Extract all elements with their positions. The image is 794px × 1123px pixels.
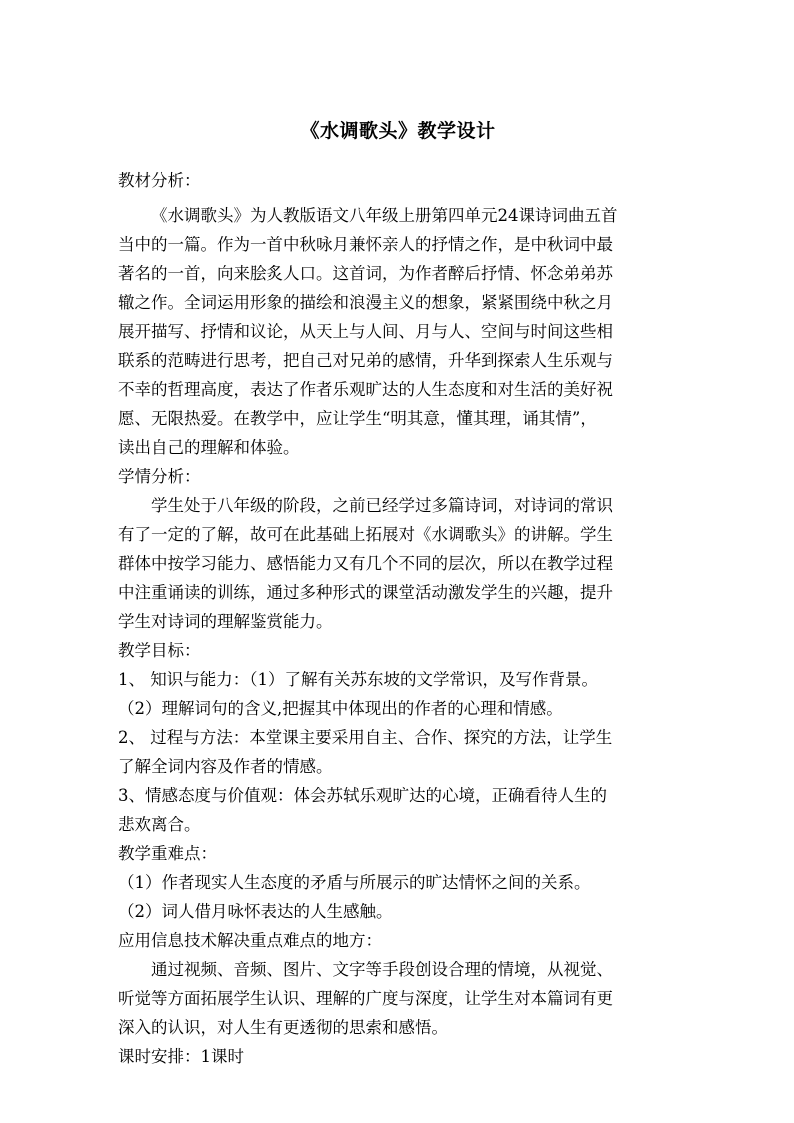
- goal-line: 3、情感态度与价值观：体会苏轼乐观旷达的心境，正确看待人生的: [118, 786, 607, 805]
- goal-line: 2、 过程与方法：本堂课主要采用自主、合作、探究的方法，让学生: [118, 728, 613, 747]
- text-line: 不幸的哲理高度，表达了作者乐观旷达的人生态度和对生活的美好祝: [118, 380, 613, 399]
- text-line: 当中的一篇。作为一首中秋咏月兼怀亲人的抒情之作，是中秋词中最: [118, 235, 613, 254]
- text-line: 群体中按学习能力、感悟能力又有几个不同的层次，所以在教学过程: [118, 554, 613, 573]
- text-line: 《水调歌头》为人教版语文八年级上册第四单元24课诗词曲五首: [151, 206, 618, 225]
- text-line: 听觉等方面拓展学生认识、理解的广度与深度，让学生对本篇词有更: [118, 989, 613, 1008]
- tech-paragraph: [118, 955, 678, 1042]
- text-line: 通过视频、音频、图片、文字等手段创设合理的情境，从视觉、: [151, 960, 613, 979]
- goal-line: 悲欢离合。: [118, 815, 201, 834]
- text-line: 读出自己的理解和体验。: [118, 438, 300, 457]
- text-line: 著名的一首，向来脍炙人口。这首词，为作者醉后抒情、怀念弟弟苏: [118, 264, 613, 283]
- student-paragraph: [118, 491, 678, 636]
- goals-heading: 教学目标：: [118, 641, 201, 660]
- tech-heading: 应用信息技术解决重点难点的地方：: [118, 931, 382, 950]
- document-page: [118, 118, 678, 1071]
- key-points-heading: 教学重难点：: [118, 844, 217, 863]
- material-heading: 教材分析：: [118, 171, 201, 190]
- goal-line: 1、 知识与能力：（1）了解有关苏东坡的文学常识，及写作背景。: [118, 670, 598, 689]
- key-points-list: [118, 868, 678, 926]
- key-point-line: （2）词人借月咏怀表达的人生感触。: [118, 902, 393, 921]
- key-point-line: （1）作者现实人生态度的矛盾与所展示的旷达情怀之间的关系。: [118, 873, 591, 892]
- text-line: 有了一定的了解，故可在此基础上拓展对《水调歌头》的讲解。学生: [118, 525, 613, 544]
- schedule-line: 课时安排：1课时: [118, 1047, 244, 1066]
- text-line: 愿、无限热爱。在教学中，应让学生“明其意，懂其理，诵其情”，: [118, 409, 597, 428]
- text-line: 学生对诗词的理解鉴赏能力。: [118, 612, 333, 631]
- document-title: 《水调歌头》教学设计: [300, 120, 496, 142]
- text-line: 展开描写、抒情和议论，从天上与人间、月与人、空间与时间这些相: [118, 322, 613, 341]
- goals-list: [118, 665, 678, 839]
- material-paragraph: [118, 201, 678, 462]
- text-line: 中注重诵读的训练，通过多种形式的课堂活动激发学生的兴趣，提升: [118, 583, 613, 602]
- text-line: 联系的范畴进行思考，把自己对兄弟的感情，升华到探索人生乐观与: [118, 351, 613, 370]
- text-line: 深入的认识，对人生有更透彻的思索和感悟。: [118, 1018, 448, 1037]
- student-heading: 学情分析：: [118, 467, 201, 486]
- goal-line: 了解全词内容及作者的情感。: [118, 757, 333, 776]
- text-line: 学生处于八年级的阶段，之前已经学过多篇诗词，对诗词的常识: [151, 496, 613, 515]
- text-line: 辙之作。全词运用形象的描绘和浪漫主义的想象，紧紧围绕中秋之月: [118, 293, 613, 312]
- goal-line: （2）理解词句的含义,把握其中体现出的作者的心理和情感。: [118, 699, 563, 718]
